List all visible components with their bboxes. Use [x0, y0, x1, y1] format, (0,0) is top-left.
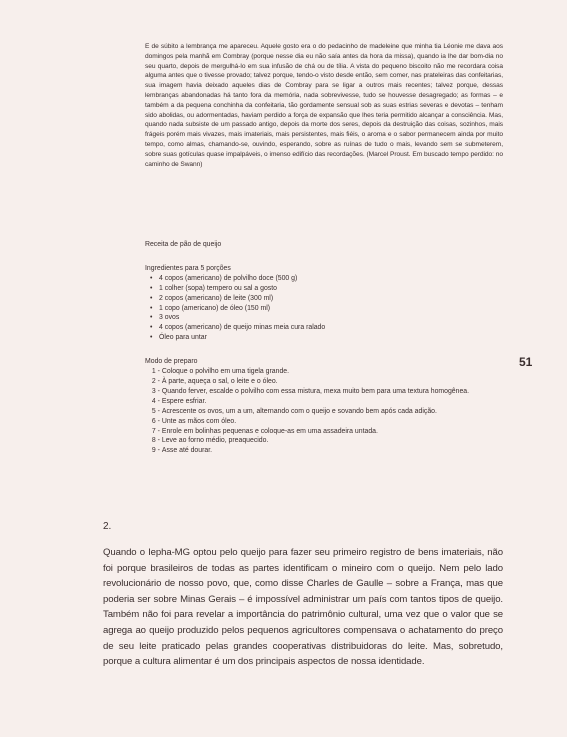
step-item: [145, 427, 505, 437]
step-text: Coloque o polvilho em uma tigela grande.: [161, 368, 290, 376]
bullet-icon: •: [150, 274, 153, 282]
recipe-title: Receita de pão de queijo: [145, 241, 222, 248]
bullet-icon: •: [150, 324, 153, 332]
step-item: [145, 436, 505, 446]
step-number: 9 -: [150, 447, 162, 455]
step-item: [145, 387, 505, 397]
step-text: Leve ao forno médio, preaquecido.: [161, 437, 269, 445]
step-text: Asse até dourar.: [161, 447, 213, 455]
ingredient-item: [145, 294, 505, 304]
step-number: 1 -: [150, 368, 162, 376]
step-number: 4 -: [150, 397, 162, 405]
step-number: 8 -: [150, 437, 162, 445]
essay-body: [103, 545, 503, 670]
step-item: [145, 407, 505, 417]
excerpt-paragraph: E de súbito a lembrança me apareceu. Aquele gosto era o do pedacinho de madeleine que minha tia Léonie me dava aos domingos pela manhã em Combray (porque nesse dia eu não saía antes da hora da missa), quando ia lhe dar bom-dia no seu quarto, depois de mergulhá-lo em sua infusão de chá ou de tília. A vista do pequeno biscoito não me recordara coisa alguma antes que o tivesse provado; talvez porque, tendo-o visto desde então, sem comer, nas prateleiras das confeitarias, sua imagem havia deixado aqueles dias de Combray para se ligar a outros mais recentes; talvez porque, dessas lembranças abandonadas há tanto fora da memória, nada sobrevivesse, tudo se houvesse desagregado; as formas – e também a da pequena conchinha da confeitaria, tão gordamente sensual sob as suas estrias severas e devotas – tenham sido abolidas, ou adormentadas, haviam perdido a força de expansão que lhes teria permitido alcançar a consciência. Mas, quando nada subsiste de um passado antigo, depois da morte dos seres, depois da destruição das coisas, sozinhos, mais frágeis porém mais vivazes, mais imateriais, mais persistentes, mais fiéis, o aroma e o sabor permanecem ainda por muito tempo, como almas, chamando-se, ouvindo, esperando, sobre as ruínas de tudo o mais, levando sem se submeterem, sobre suas gotículas quase impalpáveis, o imenso edifício das recordações. (Marcel Proust. Em buscado tempo perdido: no caminho de Swann): [145, 43, 503, 168]
ingredient-text: 1 colher (sopa) tempero ou sal a gosto: [159, 284, 277, 292]
ingredients-heading: Ingredientes para 5 porções: [145, 264, 231, 272]
bullet-icon: •: [150, 334, 153, 342]
ingredient-text: 4 copos (americano) de queijo minas meia cura ralado: [159, 324, 326, 332]
step-text: À parte, aqueça o sal, o leite e o óleo.: [161, 377, 278, 385]
essay-paragraph: Quando o Iepha-MG optou pelo queijo para fazer seu primeiro registro de bens imateriais, não foi porque brasileiros de todas as partes identificam o mineiro com o queijo. Nem pelo lado revolucionário de nosso povo, que, como disse Charles de Gaulle – sobre a França, mas que poderia ser sobre Minas Gerais – é impossível administrar um país com tantos tipos de queijo. Também não foi para revelar a importância do patrimônio cultural, uma vez que o valor que se agrega ao queijo produzido pelos pequenos agricultores compensava o achatamento do preço de seu leite praticado pelas grandes cooperativas distribuidoras do leite. Mas, sobretudo, porque a cultura alimentar é um dos principais aspectos de nossa identidade.: [103, 547, 503, 668]
ingredient-item: [145, 323, 505, 333]
step-item: [145, 446, 505, 456]
bullet-icon: •: [150, 294, 153, 302]
step-number: 6 -: [150, 417, 162, 425]
steps-list: [145, 367, 505, 456]
step-text: Unte as mãos com óleo.: [161, 417, 237, 425]
ingredient-item: [145, 313, 505, 323]
ingredients-list: [145, 274, 505, 343]
ingredient-text: 2 copos (americano) de leite (300 ml): [159, 294, 274, 302]
step-number: 2 -: [150, 377, 162, 385]
ingredient-item: [145, 304, 505, 314]
step-item: [145, 367, 505, 377]
bullet-icon: •: [150, 304, 153, 312]
step-item: [145, 377, 505, 387]
ingredient-item: [145, 333, 505, 343]
page-number: 51: [519, 355, 533, 369]
step-item: [145, 397, 505, 407]
step-number: 5 -: [150, 407, 162, 415]
step-text: Quando ferver, escalde o polvilho com essa mistura, mexa muito bem para uma textura homogênea.: [161, 387, 470, 395]
section-number: 2.: [103, 521, 112, 532]
ingredient-text: Óleo para untar: [159, 334, 207, 342]
step-text: Espere esfriar.: [161, 397, 207, 405]
ingredient-text: 1 copo (americano) de óleo (150 ml): [159, 304, 271, 312]
bullet-icon: •: [150, 314, 153, 322]
ingredient-item: [145, 274, 505, 284]
method-heading: Modo de preparo: [145, 358, 198, 366]
bullet-icon: •: [150, 284, 153, 292]
recipe-block: [145, 240, 505, 456]
step-text: Acrescente os ovos, um a um, alternando com o queijo e sovando bem após cada adição.: [161, 407, 437, 415]
step-item: [145, 417, 505, 427]
ingredient-item: [145, 284, 505, 294]
step-number: 3 -: [150, 387, 162, 395]
step-number: 7 -: [150, 427, 162, 435]
proust-excerpt: [145, 42, 503, 169]
step-text: Enrole em bolinhas pequenas e coloque-as em uma assadeira untada.: [161, 427, 378, 435]
ingredient-text: 4 copos (americano) de polvilho doce (500 g): [159, 274, 298, 282]
ingredient-text: 3 ovos: [159, 314, 180, 322]
